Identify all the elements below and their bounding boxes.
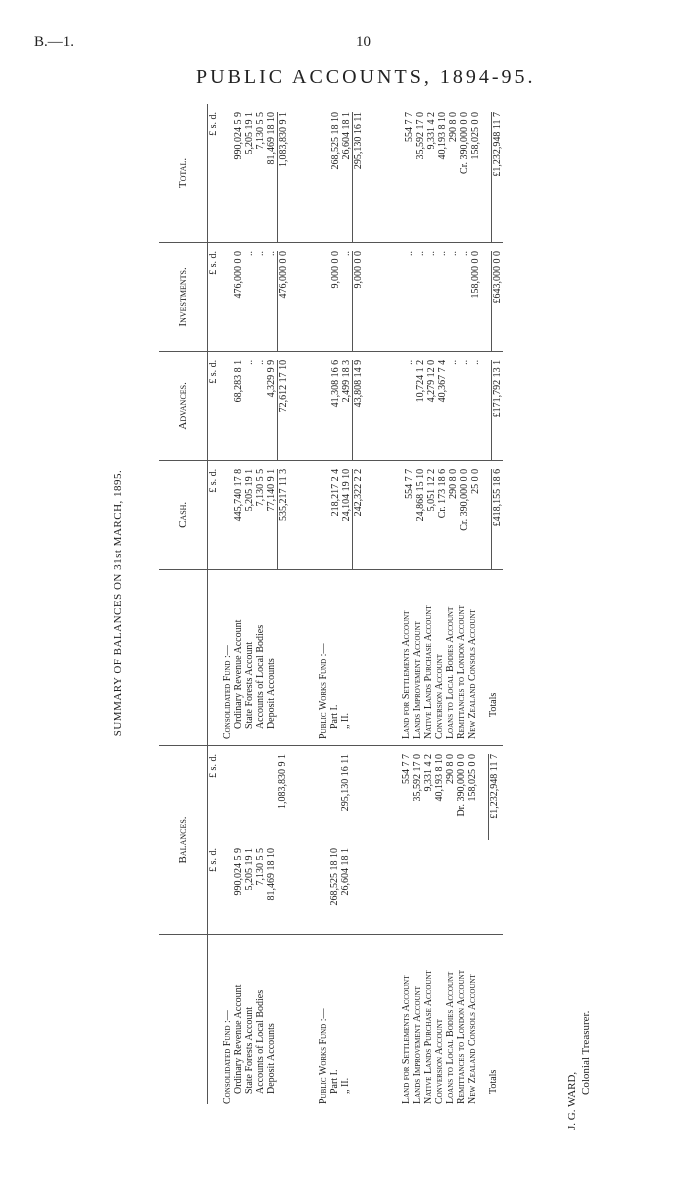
- advances-column: £ s. d. 68,283 8 1 .. .. 4,329 9 9 72,612 17 10 41,308 16 6 2,499 18 3 43,808 14 9 .. 10,724 1 2 4,279 12 0 40,367 7 4 .. .. .. £171,792 13 1: [208, 351, 504, 460]
- document-code: B.—1.: [34, 34, 75, 50]
- item-conversion: Conversion Account: [434, 1018, 445, 1104]
- item-part-2: „ II.: [340, 1077, 351, 1094]
- col-desc-left: [159, 934, 208, 1104]
- col-advances: Advances.: [159, 351, 208, 460]
- item-ordinary-revenue: Ordinary Revenue Account: [233, 984, 244, 1094]
- item-nz-consols: New Zealand Consols Account: [467, 974, 478, 1104]
- cash-grand-total: £418,155 18 6: [491, 469, 503, 569]
- balances-table: [159, 104, 503, 1104]
- advances-grand-total: £171,792 13 1: [491, 360, 503, 460]
- cash-column: £ s. d. 445,740 17 8 5,205 19 1 7,130 5 5 77,140 9 1 535,217 11 3 218,217 2 4 24,104 19 10 242,322 2 2 554 7 7 24,868 15 10 5,051 12 2 Cr. 173 18 6 290 8 0 Cr. 390,000 0 0 25 0 0 £418,155 18 6: [208, 460, 504, 569]
- signature-title: Colonial Treasurer.: [580, 1010, 592, 1095]
- item-remittances: Remittances to London Account: [456, 970, 467, 1104]
- total-grand-total: £1,232,948 11 7: [491, 112, 503, 242]
- public-works-title: Public Works Fund :—: [318, 1008, 329, 1104]
- col-investments: Investments.: [159, 242, 208, 351]
- total-column: £ s. d. 990,024 5 9 5,205 19 1 7,130 5 5 81,469 18 10 1,083,830 9 1 268,525 18 10 26,604 18 1 295,130 16 11 554 7 7 35,592 17 0 9,331 4 2 40,193 8 10 290 8 0 Cr. 390,000 0 0 158,025 0 0 £1,232,948 11 7: [208, 104, 504, 242]
- item-state-forests: State Forests Account: [244, 1006, 255, 1094]
- balances-grand-total: £1,232,948 11 7: [488, 754, 500, 840]
- right-descriptions: Consolidated Fund :— Ordinary Revenue Account State Forests Account Accounts of Local Bodies Deposit Accounts Public Works Fund :— Part I. „ II. Land for Settlements Account Lands Improvement Account Native Lands Purchase Account Conversion Account Loans to Local Bodies Account Remittances to London Account New Zealand Consols Account Totals: [208, 569, 504, 745]
- item-deposit-accounts: Deposit Accounts: [266, 1023, 277, 1094]
- item-loans-local: Loans to Local Bodies Account: [445, 971, 456, 1104]
- investments-grand-total: £643,000 0 0: [491, 251, 503, 351]
- col-balances: Balances.: [159, 746, 208, 935]
- signature-name: J. G. WARD,: [566, 1071, 578, 1130]
- item-lands-improvement: Lands Improvement Account: [412, 986, 423, 1104]
- left-descriptions: [208, 934, 504, 1104]
- totals-label-left: Totals: [488, 1069, 499, 1094]
- item-land-settlements: Land for Settlements Account: [401, 975, 412, 1104]
- page-title: PUBLIC ACCOUNTS, 1894-95.: [196, 66, 536, 88]
- balances-totals-column: £ s. d. 1,083,830 9 1 295,130 16 11 554 7 7 35,592 17 0 9,331 4 2 40,193 8 10 290 8 0 Dr. 390,000 0 0 158,025 0 0 £1,232,948 11 7: [208, 746, 504, 840]
- col-total: Total.: [159, 104, 208, 242]
- signature-block: [562, 870, 622, 1130]
- investments-column: £ s. d. 476,000 0 0 .. .. .. 476,000 0 0 9,000 0 0 .. 9,000 0 0 .. .. .. .. .. .. 158,000 0 0 £643,000 0 0: [208, 242, 504, 351]
- item-native-lands: Native Lands Purchase Account: [423, 970, 434, 1104]
- balances-items-column: £ s. d. 990,024 5 9 5,205 19 1 7,130 5 5 81,469 18 10 268,525 18 10 26,604 18 1: [208, 840, 504, 934]
- page-number: 10: [356, 34, 371, 50]
- consolidated-title: Consolidated Fund :—: [222, 1010, 233, 1104]
- item-local-bodies: Accounts of Local Bodies: [255, 989, 266, 1094]
- summary-heading: SUMMARY OF BALANCES ON 31st MARCH, 1895.: [112, 469, 124, 737]
- col-desc-right: [159, 569, 208, 745]
- col-cash: Cash.: [159, 460, 208, 569]
- totals-label-right: Totals: [488, 692, 499, 718]
- item-part-1: Part I.: [329, 1069, 340, 1094]
- rotated-table-area: [112, 98, 582, 1108]
